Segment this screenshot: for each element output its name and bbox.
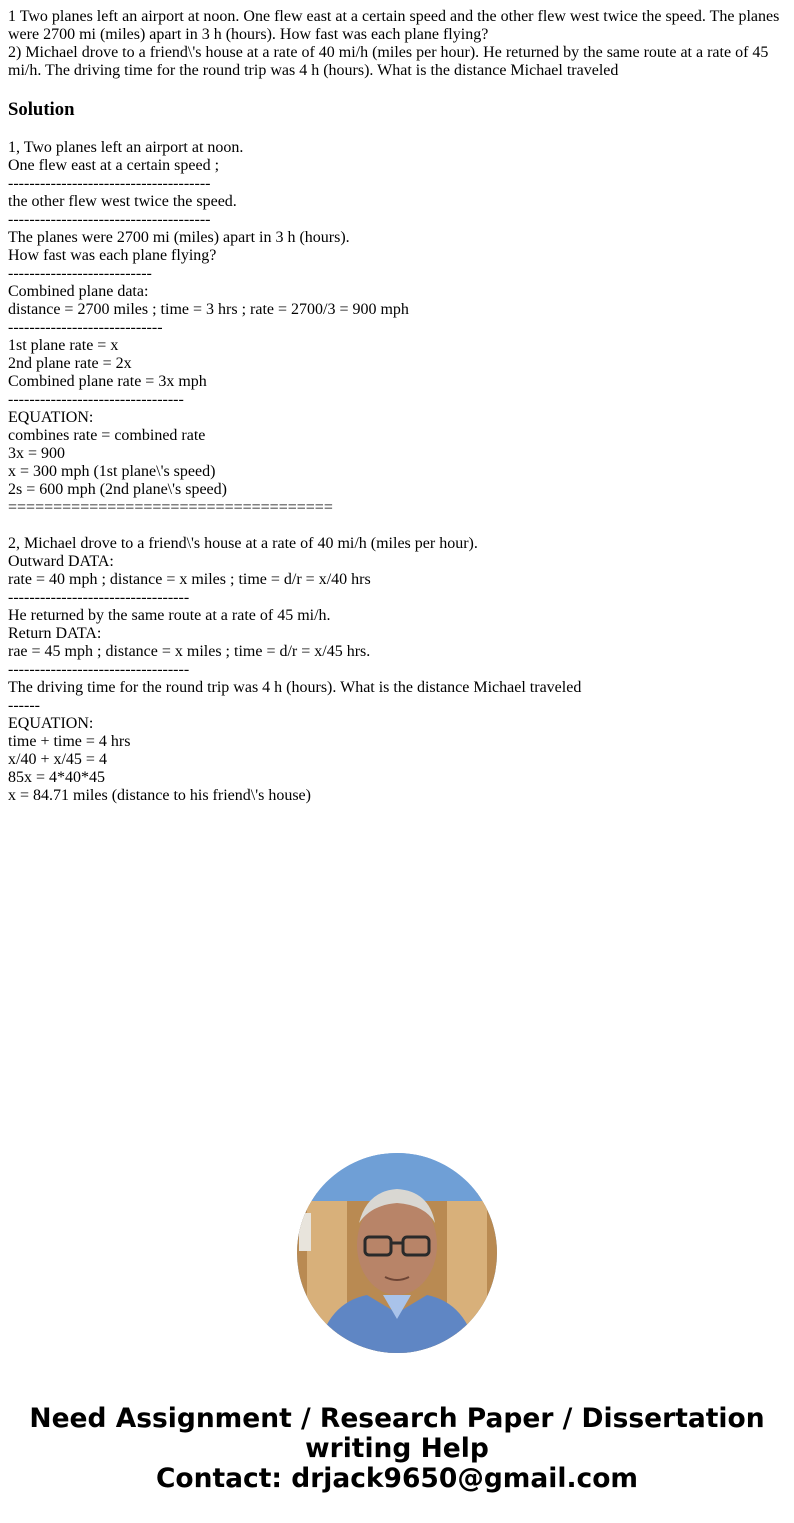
solution-line: One flew east at a certain speed ; bbox=[8, 157, 220, 174]
solution-line: EQUATION: bbox=[8, 409, 94, 426]
solution-line: x = 300 mph (1st plane\'s speed) bbox=[8, 463, 216, 480]
solution-line: ---------------------------------- bbox=[8, 589, 190, 606]
solution-line: 2s = 600 mph (2nd plane\'s speed) bbox=[8, 481, 227, 498]
solution-line: The driving time for the round trip was 4 h (hours). What is the distance Michael traveled bbox=[8, 679, 582, 696]
author-photo bbox=[297, 1153, 497, 1353]
question-text bbox=[8, 8, 786, 80]
solution-line: How fast was each plane flying? bbox=[8, 247, 217, 264]
solution-line: 1, Two planes left an airport at noon. bbox=[8, 139, 244, 156]
solution-line: 85x = 4*40*45 bbox=[8, 769, 106, 786]
solution-line: Combined plane data: bbox=[8, 283, 149, 300]
solution-line: ==================================== bbox=[8, 499, 333, 516]
solution-line: -------------------------------------- bbox=[8, 211, 211, 228]
solution-line: He returned by the same route at a rate of 45 mi/h. bbox=[8, 607, 331, 624]
solution-line: Outward DATA: bbox=[8, 553, 114, 570]
solution-line: --------------------------------- bbox=[8, 391, 184, 408]
solution-line: ------ bbox=[8, 697, 40, 714]
author-avatar bbox=[297, 1153, 497, 1353]
question-1: 1 Two planes left an airport at noon. One flew east at a certain speed and the other flew west twice the speed. The planes were 2700 mi (miles) apart in 3 h (hours). How fast was each plane flying? bbox=[8, 8, 780, 43]
solution-body bbox=[8, 139, 786, 805]
footer-promo bbox=[0, 1404, 794, 1494]
solution-line: combines rate = combined rate bbox=[8, 427, 206, 444]
solution-line: rate = 40 mph ; distance = x miles ; time = d/r = x/40 hrs bbox=[8, 571, 371, 588]
solution-line: The planes were 2700 mi (miles) apart in 3 h (hours). bbox=[8, 229, 350, 246]
solution-line: ----------------------------- bbox=[8, 319, 163, 336]
solution-line: EQUATION: bbox=[8, 715, 94, 732]
solution-line: Combined plane rate = 3x mph bbox=[8, 373, 207, 390]
solution-line: 2nd plane rate = 2x bbox=[8, 355, 132, 372]
solution-line: --------------------------- bbox=[8, 265, 152, 282]
solution-line: x = 84.71 miles (distance to his friend\'s house) bbox=[8, 787, 311, 804]
solution-line: Return DATA: bbox=[8, 625, 102, 642]
solution-line: 1st plane rate = x bbox=[8, 337, 119, 354]
solution-line: -------------------------------------- bbox=[8, 175, 211, 192]
footer-contact: Contact: drjack9650@gmail.com bbox=[155, 1463, 639, 1494]
solution-line bbox=[8, 517, 786, 535]
question-2: 2) Michael drove to a friend\'s house at a rate of 40 mi/h (miles per hour). He returned by the same route at a rate of 45 mi/h. The driving time for the round trip was 4 h (hours). What is the distance Michael traveled bbox=[8, 44, 769, 79]
solution-line: distance = 2700 miles ; time = 3 hrs ; rate = 2700/3 = 900 mph bbox=[8, 301, 409, 318]
solution-line: rae = 45 mph ; distance = x miles ; time = d/r = x/45 hrs. bbox=[8, 643, 371, 660]
footer-line-2: writing Help bbox=[305, 1433, 489, 1464]
solution-line: time + time = 4 hrs bbox=[8, 733, 131, 750]
solution-line: ---------------------------------- bbox=[8, 661, 190, 678]
solution-line: 2, Michael drove to a friend\'s house at a rate of 40 mi/h (miles per hour). bbox=[8, 535, 478, 552]
solution-heading: Solution bbox=[8, 99, 75, 120]
solution-line: x/40 + x/45 = 4 bbox=[8, 751, 107, 768]
solution-line: the other flew west twice the speed. bbox=[8, 193, 237, 210]
footer-line-1: Need Assignment / Research Paper / Dissertation bbox=[29, 1403, 765, 1434]
solution-line: 3x = 900 bbox=[8, 445, 66, 462]
